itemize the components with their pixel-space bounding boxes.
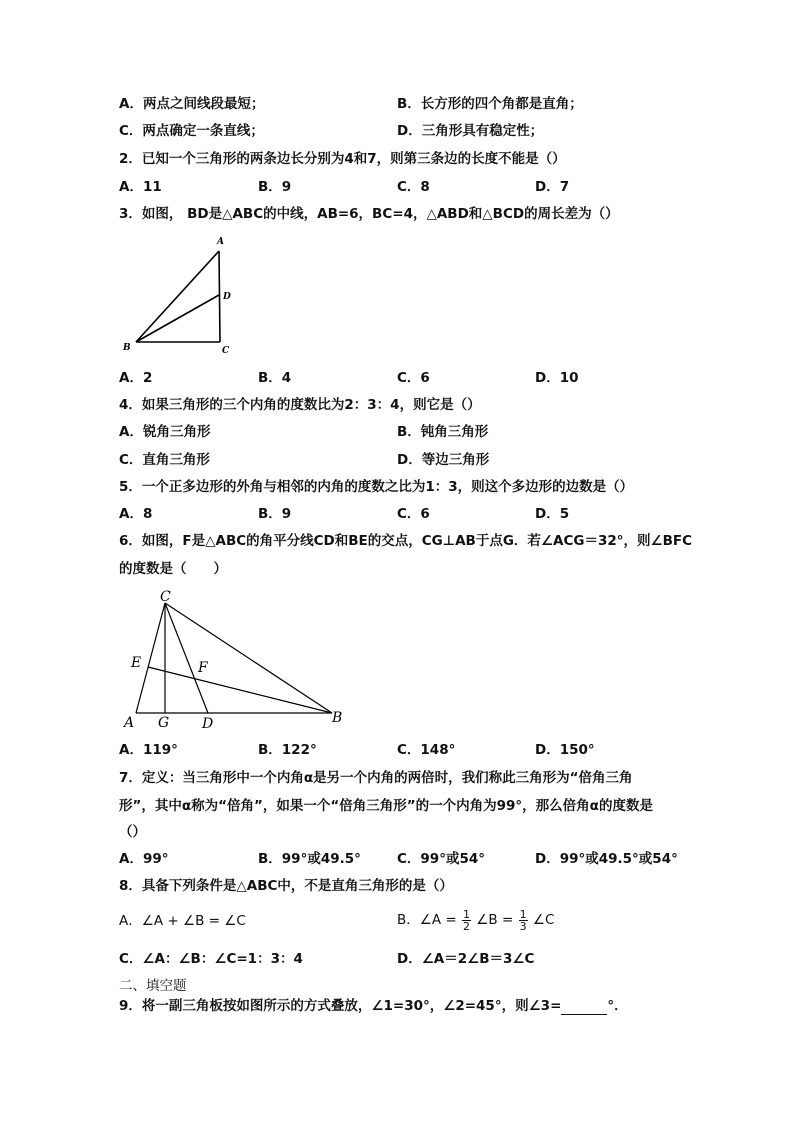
- q3-stem: 3．如图， BD是△ABC的中线，AB=6，BC=4，△ABD和△BCD的周长差为（）: [119, 206, 619, 222]
- q8-option-d: D．∠A＝2∠B＝3∠C: [397, 951, 535, 967]
- q8-option-b-fraction-third: [519, 909, 528, 932]
- q3-option-b: B．4: [258, 370, 292, 386]
- q6-option-b: B．122°: [258, 742, 317, 758]
- q5-option-b: B．9: [258, 506, 292, 522]
- q8-option-b-fraction-half: [462, 909, 471, 932]
- q6-side-cb: [165, 603, 332, 713]
- q3-label-d: D: [223, 292, 231, 302]
- q3-label-a: A: [217, 237, 224, 247]
- q6-label-d: D: [202, 716, 214, 732]
- q6-option-d: D．150°: [535, 742, 595, 758]
- q3-triangle-figure: [118, 232, 243, 358]
- q2-option-c: C．8: [397, 179, 430, 195]
- q8-frac1-denominator: 2: [463, 919, 470, 933]
- q7-stem-line3: （）: [119, 824, 146, 840]
- q1-option-c: C．两点确定一条直线；: [119, 123, 264, 139]
- q6-label-c: C: [160, 589, 171, 605]
- q2-option-d: D．7: [535, 179, 570, 195]
- q8-option-b: [397, 905, 554, 935]
- q8-frac2-numerator: 1: [519, 907, 527, 921]
- q8-option-c: C．∠A：∠B：∠C=1：3：4: [119, 951, 303, 967]
- q7-stem-line1: 7．定义：当三角形中一个内角α是另一个内角的两倍时，我们称此三角形为“倍角三角: [119, 770, 633, 786]
- q6-label-e: E: [131, 655, 142, 671]
- q8-frac1-numerator: 1: [463, 907, 470, 921]
- q3-option-d: D．10: [535, 370, 579, 386]
- q7-stem-line2: 形”，其中α称为“倍角”，如果一个“倍角三角形”的一个内角为99°，那么倍角α的度数是: [119, 798, 653, 814]
- q3-side-ac: [219, 251, 220, 342]
- q8-frac2-denominator: 3: [519, 919, 527, 933]
- q1-option-a: A．两点之间线段最短；: [119, 96, 265, 112]
- q7-option-b: B．99°或49.5°: [258, 851, 361, 867]
- q3-median-bd: [136, 295, 219, 342]
- q8-option-b-mid: ∠B =: [476, 912, 514, 928]
- q8-option-b-prefix: B．∠A =: [397, 912, 457, 928]
- q8-option-a: A．∠A + ∠B = ∠C: [119, 913, 246, 929]
- q6-stem-line2: 的度数是（ ）: [119, 561, 227, 577]
- q8-option-b-suffix: ∠C: [532, 912, 555, 928]
- q6-bisector-cd: [165, 603, 208, 713]
- q6-bisector-be: [148, 667, 332, 713]
- q6-option-c: C．148°: [397, 742, 456, 758]
- section2-title: 二、填空题: [119, 978, 187, 994]
- q3-option-a: A．2: [119, 370, 153, 386]
- q7-option-d: D．99°或49.5°或54°: [535, 851, 678, 867]
- q6-option-a: A．119°: [119, 742, 178, 758]
- q6-stem-line1: 6．如图，F是△ABC的角平分线CD和BE的交点，CG⊥AB于点G．若∠ACG＝32°，则∠BFC: [119, 533, 693, 549]
- q4-stem: 4．如果三角形的三个内角的度数比为2：3：4，则它是（）: [119, 397, 481, 413]
- q2-option-a: A．11: [119, 179, 162, 195]
- q4-option-d: D．等边三角形: [397, 452, 490, 468]
- q8-stem: 8．具备下列条件是△ABC中，不是直角三角形的是（）: [119, 878, 453, 894]
- q4-option-a: A．锐角三角形: [119, 424, 211, 440]
- q1-option-d: D．三角形具有稳定性；: [397, 123, 544, 139]
- q6-triangle-figure: [118, 586, 358, 736]
- q4-option-c: C．直角三角形: [119, 452, 210, 468]
- q2-option-b: B．9: [258, 179, 292, 195]
- q2-stem: 2．已知一个三角形的两条边长分别为4和7，则第三条边的长度不能是（）: [119, 151, 566, 167]
- q9-stem-suffix: °．: [607, 998, 628, 1014]
- q7-option-c: C．99°或54°: [397, 851, 485, 867]
- q3-label-b: B: [123, 343, 131, 353]
- q3-side-ab: [136, 251, 219, 342]
- q5-option-d: D．5: [535, 506, 570, 522]
- q6-label-f: F: [198, 660, 208, 676]
- q9-stem-prefix: 9．将一副三角板按如图所示的方式叠放，∠1=30°，∠2=45°，则∠3=: [119, 998, 562, 1014]
- q3-label-c: C: [222, 346, 230, 356]
- q5-option-c: C．6: [397, 506, 430, 522]
- q4-option-b: B．钝角三角形: [397, 424, 489, 440]
- q1-option-b: B．长方形的四个角都是直角；: [397, 96, 583, 112]
- q5-option-a: A．8: [119, 506, 153, 522]
- q5-stem: 5．一个正多边形的外角与相邻的内角的度数之比为1：3，则这个多边形的边数是（）: [119, 479, 634, 495]
- q6-label-b: B: [332, 710, 343, 726]
- q6-label-a: A: [124, 715, 135, 731]
- q6-label-g: G: [158, 715, 170, 731]
- q7-option-a: A．99°: [119, 851, 169, 867]
- q9-answer-blank: [561, 1000, 607, 1015]
- q3-option-c: C．6: [397, 370, 430, 386]
- q9-stem: [119, 997, 628, 1015]
